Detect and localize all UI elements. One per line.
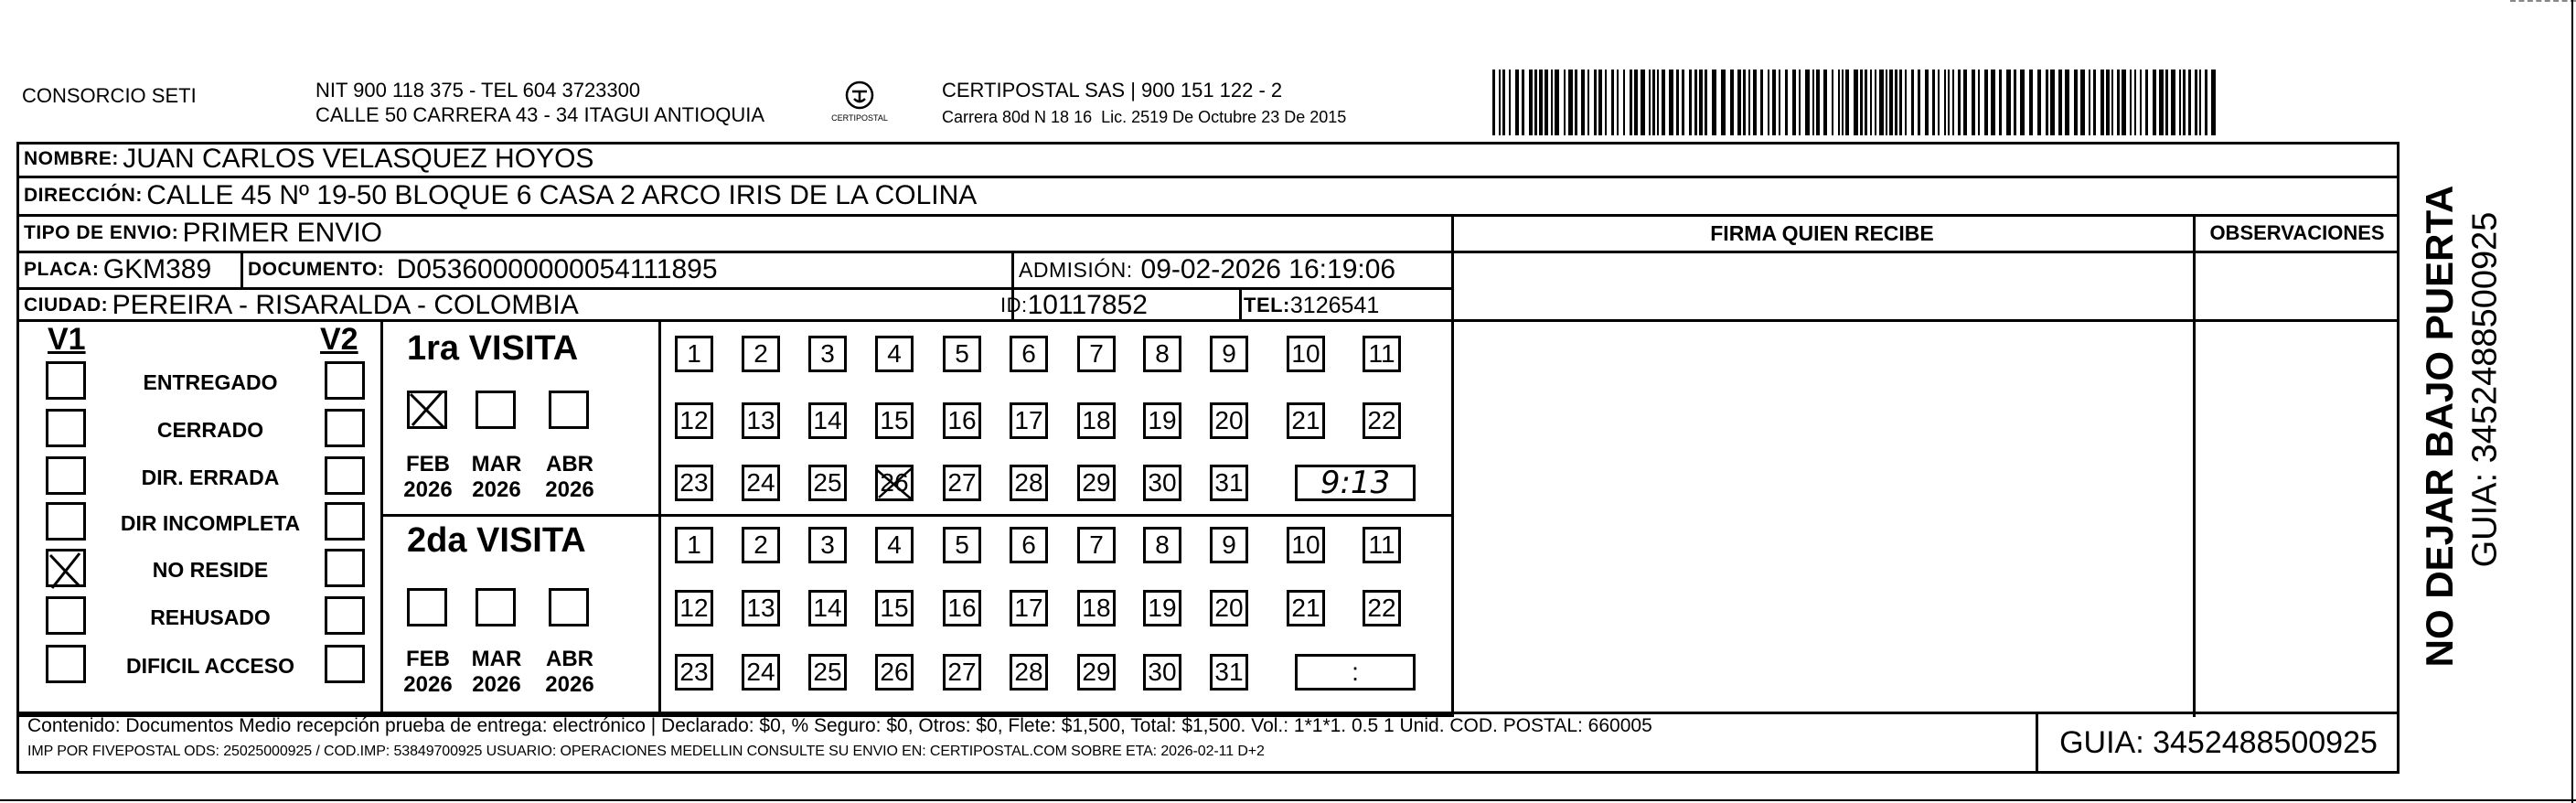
v1-checkbox[interactable] — [46, 456, 86, 495]
barcode-bar — [1611, 70, 1614, 135]
status-label: NO RESIDE — [152, 558, 269, 582]
barcode-bar — [1938, 70, 1940, 135]
day-box[interactable]: 7 — [1077, 336, 1116, 372]
barcode-bar — [2029, 70, 2033, 135]
barcode-bar — [1652, 70, 1655, 135]
placa-value: GKM389 — [102, 254, 212, 284]
barcode-bar — [2165, 70, 2168, 135]
barcode-bar — [1905, 70, 1907, 135]
barcode-bar — [1991, 70, 1995, 135]
v2-header: V2 — [320, 322, 358, 357]
barcode-bar — [1816, 70, 1820, 135]
barcode-bar — [2130, 70, 2132, 135]
barcode-bar — [1895, 70, 1897, 135]
barcode-bar — [1699, 70, 1703, 135]
barcode-bar — [2183, 70, 2186, 135]
barcode-bar — [1860, 70, 1863, 135]
documento-label: DOCUMENTO: — [248, 259, 385, 280]
v2-checkbox[interactable] — [325, 549, 365, 587]
barcode-bar — [1598, 70, 1602, 135]
day-box[interactable]: 9 — [1210, 336, 1248, 372]
barcode-bar — [1649, 70, 1651, 135]
month-label: FEB 2026 — [403, 647, 453, 697]
day-box[interactable]: 21 — [1287, 402, 1325, 439]
barcode-bar — [1730, 70, 1734, 135]
barcode-bar — [1879, 70, 1884, 135]
month-checkbox[interactable] — [549, 588, 589, 626]
barcode-bar — [1509, 70, 1511, 135]
barcode-bar — [1605, 70, 1607, 135]
day-box[interactable]: 23 — [675, 465, 713, 501]
day-box[interactable]: 31 — [1210, 465, 1248, 501]
divider — [380, 514, 1452, 517]
status-label: DIFICIL ACCESO — [125, 654, 294, 678]
day-box[interactable]: 6 — [1010, 527, 1048, 563]
barcode-bar — [1832, 70, 1833, 135]
barcode-bar — [2153, 70, 2156, 135]
barcode-bar — [1499, 70, 1501, 135]
documento-value: D05360000000054111895 — [396, 254, 718, 284]
v2-checkbox[interactable] — [325, 596, 365, 635]
barcode-bar — [1812, 70, 1814, 135]
barcode-bar — [1630, 70, 1632, 135]
day-box[interactable]: 7 — [1077, 527, 1116, 563]
barcode-bar — [1823, 70, 1827, 135]
barcode-bar — [1502, 70, 1505, 135]
barcode-bar — [2014, 70, 2016, 135]
barcode-bar — [2046, 70, 2048, 135]
day-box[interactable]: 14 — [808, 590, 847, 626]
company-name: CONSORCIO SETI — [22, 84, 197, 107]
barcode-bar — [1587, 70, 1589, 135]
barcode-bar — [1564, 70, 1566, 135]
barcode — [1492, 70, 2219, 135]
barcode-bar — [2117, 70, 2120, 135]
contenido-line: Contenido: Documentos Medio recepción prueba de entrega: electrónico | Declarado: $0, % Seguro: $0, Otros: $0, Flete: $1,500, Total: $1,500. Vol.: 1*1*1. 0.5 1 Unid. COD. POSTAL: 660005 — [27, 715, 1652, 736]
barcode-bar — [1854, 70, 1858, 135]
sheet-edge — [2571, 0, 2573, 803]
id-value: 10117852 — [1027, 290, 1148, 320]
day-box[interactable]: 6 — [1010, 336, 1048, 372]
sheet-edge — [0, 799, 2576, 801]
day-box[interactable]: 17 — [1010, 590, 1048, 626]
barcode-bar — [1529, 70, 1533, 135]
barcode-bar — [1785, 70, 1788, 135]
direccion-row — [24, 177, 977, 214]
barcode-bar — [2140, 70, 2142, 135]
barcode-bar — [1748, 70, 1750, 135]
barcode-bar — [1768, 70, 1769, 135]
barcode-bar — [1551, 70, 1553, 135]
tipo-value: PRIMER ENVIO — [182, 218, 383, 248]
barcode-bar — [2065, 70, 2069, 135]
time-box[interactable]: 9:13 — [1295, 465, 1416, 501]
nombre-value: JUAN CARLOS VELASQUEZ HOYOS — [123, 144, 594, 174]
id-label: ID: — [1000, 294, 1028, 316]
divider — [380, 322, 383, 717]
barcode-bar — [1662, 70, 1665, 135]
barcode-bar — [2199, 70, 2201, 135]
barcode-bar — [1899, 70, 1902, 135]
signature-frame — [1451, 214, 2400, 717]
barcode-bar — [2205, 70, 2207, 135]
month-label: MAR 2026 — [471, 452, 522, 502]
barcode-bar — [2058, 70, 2062, 135]
day-box[interactable]: 10 — [1287, 336, 1325, 372]
day-box[interactable]: 28 — [1010, 465, 1048, 501]
barcode-bar — [1575, 70, 1577, 135]
ciudad-cell — [24, 289, 579, 322]
barcode-bar — [1760, 70, 1763, 135]
barcode-bar — [2195, 70, 2197, 135]
day-box[interactable]: 12 — [675, 590, 713, 626]
day-box[interactable]: 23 — [675, 654, 713, 691]
barcode-bar — [2159, 70, 2164, 135]
day-box[interactable]: 13 — [742, 402, 780, 439]
day-box[interactable]: 25 — [808, 654, 847, 691]
day-box[interactable]: 14 — [808, 402, 847, 439]
admision-label: ADMISIÓN: — [1019, 257, 1133, 282]
imp-line: IMP POR FIVEPOSTAL ODS: 25025000925 / COD.IMP: 53849700925 USUARIO: OPERACIONES MEDELLIN CONSULTE SU ENVIO EN: CERTIPOSTAL.COM SOBRE ETA: 2026-02-11 D+2 — [27, 744, 1265, 759]
day-box[interactable]: 25 — [808, 465, 847, 501]
admision-value: 09-02-2026 16:19:06 — [1140, 254, 1396, 284]
barcode-bar — [2037, 70, 2041, 135]
barcode-bar — [2122, 70, 2126, 135]
day-box[interactable]: 17 — [1010, 402, 1048, 439]
status-label: CERRADO — [156, 418, 264, 442]
day-box[interactable]: 1 — [675, 527, 713, 563]
v1-checkbox[interactable] — [46, 361, 86, 400]
tel-label: TEL: — [1244, 294, 1290, 316]
barcode-bar — [2089, 70, 2090, 135]
day-box[interactable]: 19 — [1143, 402, 1181, 439]
corner-mark — [2510, 0, 2576, 4]
day-box[interactable]: 24 — [742, 465, 780, 501]
barcode-bar — [1865, 70, 1867, 135]
day-box[interactable]: 26 — [875, 654, 914, 691]
barcode-bar — [1799, 70, 1801, 135]
day-box[interactable]: 1 — [675, 336, 713, 372]
barcode-bar — [1999, 70, 2002, 135]
day-box[interactable]: 8 — [1143, 336, 1181, 372]
v2-checkbox[interactable] — [325, 502, 365, 541]
no-dejar-text: NO DEJAR BAJO PUERTA — [2418, 185, 2461, 668]
v1-header: V1 — [48, 322, 86, 357]
month-checkbox[interactable] — [407, 391, 447, 429]
day-box[interactable]: 22 — [1363, 402, 1401, 439]
documento-cell — [248, 252, 718, 287]
day-box[interactable]: 3 — [808, 527, 847, 563]
tipo-row — [24, 216, 382, 251]
day-box[interactable]: 12 — [675, 402, 713, 439]
certipostal-line: CERTIPOSTAL SAS | 900 151 122 - 2 — [942, 79, 1283, 102]
day-box[interactable]: 16 — [943, 590, 981, 626]
day-box[interactable]: 11 — [1363, 336, 1401, 372]
nit-line: NIT 900 118 375 - TEL 604 3723300 — [315, 79, 641, 102]
barcode-bar — [1925, 70, 1929, 135]
v1-checkbox[interactable] — [46, 596, 86, 635]
day-box[interactable]: 20 — [1210, 590, 1248, 626]
firma-label: FIRMA QUIEN RECIBE — [1710, 220, 1934, 245]
barcode-bar — [1870, 70, 1872, 135]
barcode-bar — [1682, 70, 1684, 135]
barcode-bar — [2188, 70, 2191, 135]
certipostal-logo: CERTIPOSTAL — [823, 77, 896, 128]
direccion-label: DIRECCIÓN: — [24, 185, 143, 206]
barcode-bar — [2080, 70, 2085, 135]
day-box[interactable]: 30 — [1143, 465, 1181, 501]
day-box[interactable]: 26 — [875, 465, 914, 501]
status-label: ENTREGADO — [143, 370, 278, 394]
day-box[interactable]: 13 — [742, 590, 780, 626]
day-box[interactable]: 28 — [1010, 654, 1048, 691]
day-box[interactable]: 5 — [943, 527, 981, 563]
divider — [658, 322, 661, 717]
barcode-bar — [1712, 70, 1716, 135]
barcode-bar — [1522, 70, 1524, 135]
barcode-bar — [1948, 70, 1950, 135]
barcode-bar — [1641, 70, 1645, 135]
barcode-bar — [2093, 70, 2096, 135]
barcode-bar — [2211, 70, 2216, 135]
v2-checkbox[interactable] — [325, 409, 365, 447]
barcode-bar — [1555, 70, 1559, 135]
barcode-bar — [2006, 70, 2011, 135]
ciudad-value: PEREIRA - RISARALDA - COLOMBIA — [112, 290, 579, 320]
barcode-bar — [2106, 70, 2110, 135]
barcode-bar — [2179, 70, 2181, 135]
barcode-bar — [1657, 70, 1659, 135]
time-box[interactable]: : — [1295, 654, 1416, 691]
day-box[interactable]: 19 — [1143, 590, 1181, 626]
barcode-bar — [1944, 70, 1946, 135]
month-label: ABR 2026 — [545, 452, 594, 502]
barcode-bar — [1743, 70, 1746, 135]
day-box[interactable]: 11 — [1363, 527, 1401, 563]
month-label: ABR 2026 — [545, 647, 594, 697]
barcode-bar — [1534, 70, 1537, 135]
barcode-bar — [2020, 70, 2025, 135]
barcode-bar — [1842, 70, 1844, 135]
day-box[interactable]: 29 — [1077, 465, 1116, 501]
day-box[interactable]: 8 — [1143, 527, 1181, 563]
barcode-bar — [2171, 70, 2175, 135]
barcode-bar — [1676, 70, 1679, 135]
barcode-bar — [1539, 70, 1543, 135]
v1-checkbox[interactable] — [46, 549, 86, 587]
day-box[interactable]: 4 — [875, 336, 914, 372]
barcode-bar — [1918, 70, 1920, 135]
status-label: DIR. ERRADA — [141, 466, 280, 489]
barcode-bar — [1694, 70, 1697, 135]
day-box[interactable]: 2 — [742, 527, 780, 563]
barcode-bar — [1492, 70, 1495, 135]
status-label: REHUSADO — [150, 605, 271, 629]
barcode-bar — [1753, 70, 1757, 135]
barcode-bar — [1889, 70, 1893, 135]
barcode-bar — [1721, 70, 1726, 135]
day-box[interactable]: 2 — [742, 336, 780, 372]
month-checkbox[interactable] — [476, 391, 516, 429]
ciudad-label: CIUDAD: — [24, 294, 109, 316]
barcode-bar — [1515, 70, 1519, 135]
barcode-bar — [1617, 70, 1619, 135]
side-guia-text: GUIA: 3452488500925 — [2465, 211, 2505, 568]
barcode-bar — [1581, 70, 1585, 135]
day-box[interactable]: 22 — [1363, 590, 1401, 626]
day-box[interactable]: 31 — [1210, 654, 1248, 691]
day-box[interactable]: 29 — [1077, 654, 1116, 691]
barcode-bar — [2050, 70, 2055, 135]
day-box[interactable]: 5 — [943, 336, 981, 372]
barcode-bar — [1792, 70, 1796, 135]
day-box[interactable]: 16 — [943, 402, 981, 439]
v1-checkbox[interactable] — [46, 502, 86, 541]
tel-cell — [1244, 289, 1379, 322]
barcode-bar — [1779, 70, 1780, 135]
month-label: FEB 2026 — [403, 452, 453, 502]
second-visit-title: 2da VISITA — [407, 521, 586, 560]
barcode-bar — [1805, 70, 1810, 135]
status-label: DIR INCOMPLETA — [120, 511, 301, 535]
nombre-row — [24, 143, 593, 176]
barcode-bar — [1705, 70, 1707, 135]
barcode-bar — [1958, 70, 1961, 135]
tel-value: 3126541 — [1289, 292, 1380, 318]
barcode-bar — [2145, 70, 2148, 135]
day-box[interactable]: 10 — [1287, 527, 1325, 563]
day-box[interactable]: 18 — [1077, 590, 1116, 626]
placa-cell — [24, 252, 211, 287]
barcode-bar — [1932, 70, 1935, 135]
barcode-bar — [1594, 70, 1597, 135]
barcode-bar — [1689, 70, 1692, 135]
direccion-value: CALLE 45 Nº 19-50 BLOQUE 6 CASA 2 ARCO IRIS DE LA COLINA — [146, 180, 978, 210]
day-box[interactable]: 24 — [742, 654, 780, 691]
barcode-bar — [1623, 70, 1625, 135]
observaciones-label: OBSERVACIONES — [2209, 221, 2385, 244]
admision-cell — [1019, 252, 1395, 287]
barcode-bar — [2074, 70, 2078, 135]
placa-label: PLACA: — [24, 259, 100, 280]
barcode-bar — [1886, 70, 1887, 135]
month-checkbox[interactable] — [549, 391, 589, 429]
month-label: MAR 2026 — [471, 647, 522, 697]
first-visit-title: 1ra VISITA — [407, 329, 579, 368]
barcode-bar — [1875, 70, 1876, 135]
barcode-bar — [1984, 70, 1988, 135]
barcode-bar — [2100, 70, 2104, 135]
v2-checkbox[interactable] — [325, 361, 365, 400]
day-box[interactable]: 27 — [943, 465, 981, 501]
divider — [240, 251, 243, 287]
day-box[interactable]: 27 — [943, 654, 981, 691]
barcode-bar — [1737, 70, 1741, 135]
month-checkbox[interactable] — [407, 588, 447, 626]
barcode-bar — [1911, 70, 1914, 135]
nombre-label: NOMBRE: — [24, 148, 119, 169]
barcode-bar — [1568, 70, 1573, 135]
barcode-bar — [1634, 70, 1638, 135]
barcode-bar — [1978, 70, 1980, 135]
day-box[interactable]: 18 — [1077, 402, 1116, 439]
license-line: Carrera 80d N 18 16 Lic. 2519 De Octubre 23 De 2015 — [942, 108, 1347, 126]
barcode-bar — [1845, 70, 1849, 135]
v2-checkbox[interactable] — [325, 456, 365, 495]
barcode-bar — [2134, 70, 2136, 135]
barcode-bar — [1669, 70, 1673, 135]
v2-checkbox[interactable] — [325, 645, 365, 683]
address-line: CALLE 50 CARRERA 43 - 34 ITAGUI ANTIOQUIA — [315, 103, 765, 126]
side-guia-panel — [2458, 170, 2513, 609]
id-cell — [1000, 289, 1148, 322]
day-box[interactable]: 3 — [808, 336, 847, 372]
footer-guia: GUIA: 3452488500925 — [2059, 724, 2378, 760]
month-checkbox[interactable] — [476, 588, 516, 626]
barcode-bar — [1963, 70, 1967, 135]
day-box[interactable]: 9 — [1210, 527, 1248, 563]
divider — [2193, 214, 2196, 717]
divider — [1451, 251, 2400, 253]
barcode-bar — [1838, 70, 1840, 135]
day-box[interactable]: 4 — [875, 527, 914, 563]
barcode-bar — [1952, 70, 1954, 135]
day-box[interactable]: 15 — [875, 402, 914, 439]
v1-checkbox[interactable] — [46, 645, 86, 683]
tipo-label: TIPO DE ENVIO: — [24, 222, 179, 243]
day-box[interactable]: 15 — [875, 590, 914, 626]
barcode-bar — [1772, 70, 1776, 135]
barcode-bar — [1972, 70, 1975, 135]
barcode-bar — [2111, 70, 2113, 135]
v1-checkbox[interactable] — [46, 409, 86, 447]
day-box[interactable]: 20 — [1210, 402, 1248, 439]
divider — [1239, 287, 1242, 322]
day-box[interactable]: 30 — [1143, 654, 1181, 691]
day-box[interactable]: 21 — [1287, 590, 1325, 626]
barcode-bar — [1545, 70, 1548, 135]
